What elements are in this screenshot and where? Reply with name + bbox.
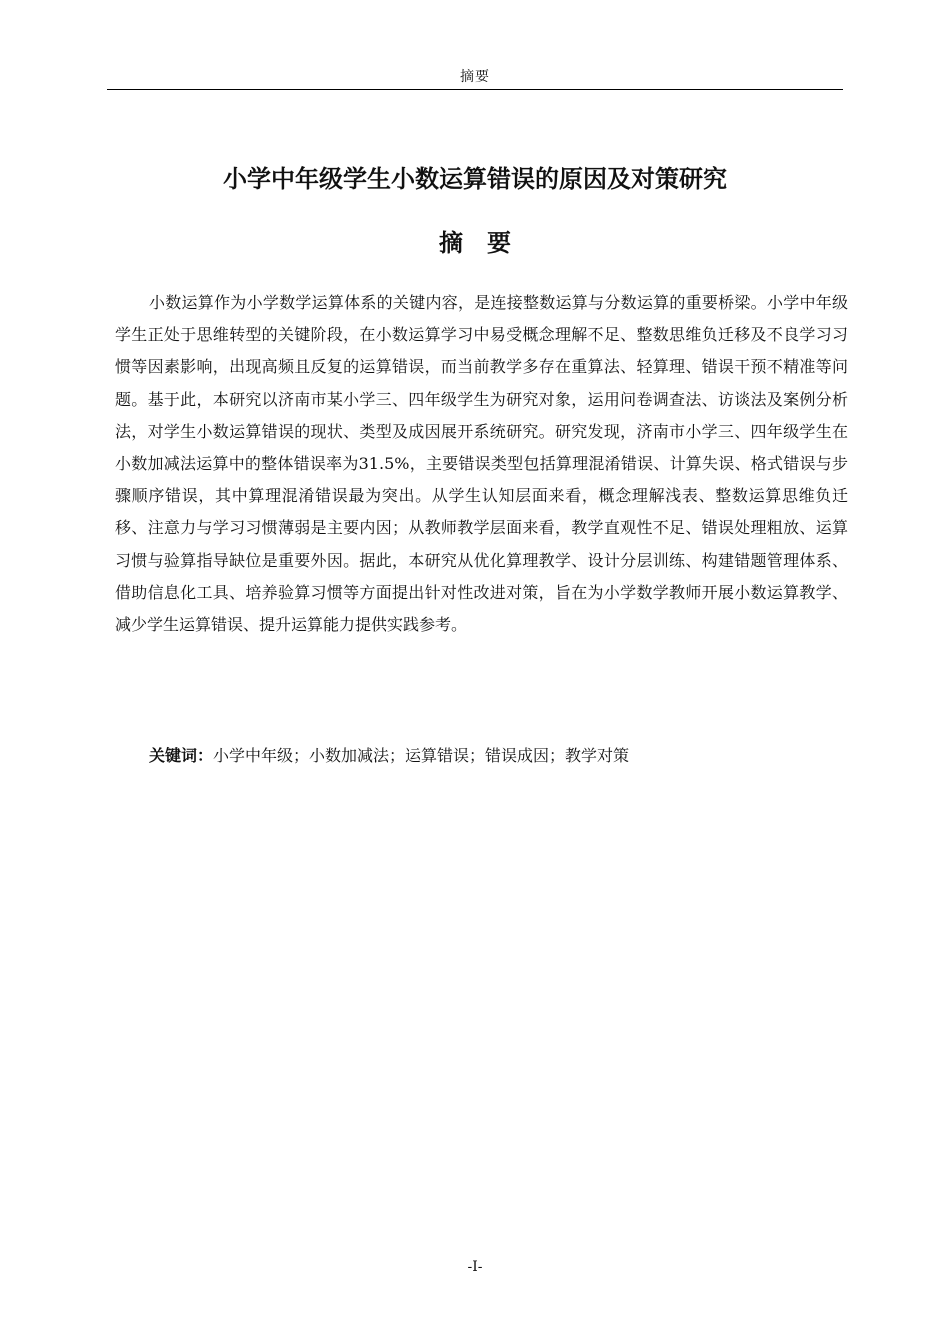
keywords-line: [149, 740, 839, 772]
keywords-value: 小学中年级；小数加减法；运算错误；错误成因；教学对策: [213, 746, 630, 765]
running-header: 摘要: [460, 69, 490, 85]
keywords-label: 关键词：: [149, 746, 214, 765]
abstract-heading: 摘 要: [439, 229, 511, 257]
page-number: -I-: [467, 1259, 483, 1275]
header-divider: [107, 89, 843, 90]
document-title: 小学中年级学生小数运算错误的原因及对策研究: [223, 165, 727, 193]
abstract-paragraph: 小数运算作为小学数学运算体系的关键内容，是连接整数运算与分数运算的重要桥梁。小学中年级学生正处于思维转型的关键阶段，在小数运算学习中易受概念理解不足、整数思维负迁移及不良学习习惯等因素影响，出现高频且反复的运算错误，而当前教学多存在重算法、轻算理、错误干预不精准等问题。基于此，本研究以济南市某小学三、四年级学生为研究对象，运用问卷调查法、访谈法及案例分析法，对学生小数运算错误的现状、类型及成因展开系统研究。研究发现，济南市小学三、四年级学生在小数加减法运算中的整体错误率为31.5%，主要错误类型包括算理混淆错误、计算失误、格式错误与步骤顺序错误，其中算理混淆错误最为突出。从学生认知层面来看，概念理解浅表、整数运算思维负迁移、注意力与学习习惯薄弱是主要内因；从教师教学层面来看，教学直观性不足、错误处理粗放、运算习惯与验算指导缺位是重要外因。据此，本研究从优化算理教学、设计分层训练、构建错题管理体系、借助信息化工具、培养验算习惯等方面提出针对性改进对策，旨在为小学数学教师开展小数运算教学、减少学生运算错误、提升运算能力提供实践参考。: [115, 293, 848, 635]
